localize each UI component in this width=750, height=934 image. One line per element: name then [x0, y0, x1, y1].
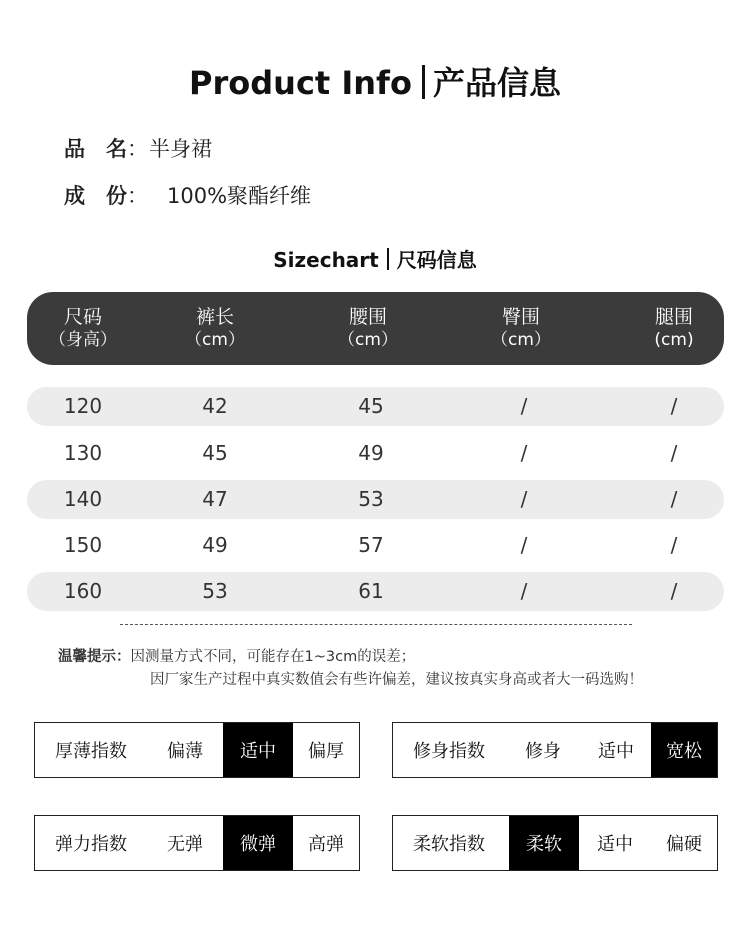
table-cell: / — [670, 487, 678, 511]
index-option-selected: 适中 — [223, 723, 293, 777]
table-cell: 120 — [63, 394, 103, 418]
table-cell: 150 — [63, 533, 103, 557]
table-cell: / — [520, 579, 528, 603]
table-row — [27, 572, 724, 611]
dashed-divider — [120, 624, 632, 625]
note-text-2: 因厂家生产过程中真实数值会有些许偏差，建议按真实身高或者大一码选购！ — [150, 672, 643, 688]
note-text-1: 因测量方式不同，可能存在1~3cm的误差； — [130, 649, 416, 665]
column-unit: (cm) — [654, 330, 694, 350]
sizechart-divider — [387, 248, 389, 270]
table-cell: 47 — [202, 487, 228, 511]
column-name: 尺码 — [63, 306, 102, 328]
index-box-thickness — [34, 722, 360, 778]
info-row-name — [64, 133, 212, 163]
column-header-size — [23, 306, 143, 352]
index-option-selected: 柔软 — [509, 816, 579, 870]
column-name: 裤长 — [195, 306, 234, 328]
index-name: 柔软指数 — [413, 834, 485, 855]
table-row — [27, 434, 724, 473]
table-cell: / — [670, 441, 678, 465]
size-table-header — [27, 292, 724, 365]
page-title — [0, 58, 750, 104]
column-unit: （cm） — [338, 330, 398, 350]
title-en: Product Info — [189, 64, 412, 102]
table-row — [27, 387, 724, 426]
note-line-2 — [150, 668, 643, 689]
table-cell: / — [520, 441, 528, 465]
column-header-waist — [308, 306, 428, 352]
sizechart-title — [0, 244, 750, 273]
table-cell: / — [520, 533, 528, 557]
index-option: 修身 — [525, 741, 561, 762]
info-value: 100%聚酯纤维 — [167, 184, 312, 208]
column-name: 臀围 — [501, 306, 540, 328]
table-cell: / — [520, 394, 528, 418]
table-cell: 130 — [63, 441, 103, 465]
table-cell: / — [670, 394, 678, 418]
column-header-hip — [461, 306, 581, 352]
table-row — [27, 526, 724, 565]
index-option: 偏薄 — [167, 741, 203, 762]
table-row — [27, 480, 724, 519]
index-box-fit — [392, 722, 718, 778]
index-option: 高弹 — [308, 834, 344, 855]
table-cell: / — [670, 533, 678, 557]
column-name: 腿围 — [654, 306, 693, 328]
info-row-material — [64, 180, 311, 210]
table-cell: 61 — [358, 579, 384, 603]
note-line-1 — [58, 645, 415, 666]
column-header-thigh — [614, 306, 734, 352]
index-option: 无弹 — [167, 834, 203, 855]
index-box-elasticity — [34, 815, 360, 871]
table-cell: 53 — [202, 579, 228, 603]
index-option-selected: 宽松 — [651, 723, 717, 777]
column-unit: （身高） — [49, 330, 117, 350]
sizechart-title-cn: 尺码信息 — [396, 248, 477, 272]
table-cell: 140 — [63, 487, 103, 511]
table-cell: 53 — [358, 487, 384, 511]
column-unit: （cm） — [185, 330, 245, 350]
table-cell: / — [520, 487, 528, 511]
table-cell: / — [670, 579, 678, 603]
title-cn: 产品信息 — [432, 64, 561, 102]
title-divider — [422, 65, 425, 99]
table-cell: 160 — [63, 579, 103, 603]
table-cell: 57 — [358, 533, 384, 557]
info-colon: ： — [127, 137, 148, 161]
table-cell: 45 — [202, 441, 228, 465]
table-cell: 42 — [202, 394, 228, 418]
index-option: 偏厚 — [308, 741, 344, 762]
index-option: 适中 — [597, 834, 633, 855]
index-name: 弹力指数 — [55, 834, 127, 855]
index-option: 偏硬 — [666, 834, 702, 855]
note-label: 温馨提示： — [58, 649, 131, 665]
info-label: 成 份 — [64, 184, 127, 208]
column-unit: （cm） — [491, 330, 551, 350]
sizechart-title-en: Sizechart — [273, 248, 379, 272]
info-colon: ： — [127, 184, 148, 208]
index-option: 适中 — [598, 741, 634, 762]
index-name: 修身指数 — [413, 741, 485, 762]
index-option-selected: 微弹 — [223, 816, 293, 870]
index-box-softness — [392, 815, 718, 871]
table-cell: 49 — [358, 441, 384, 465]
column-name: 腰围 — [348, 306, 387, 328]
index-name: 厚薄指数 — [55, 741, 127, 762]
table-cell: 45 — [358, 394, 384, 418]
column-header-length — [155, 306, 275, 352]
info-value: 半身裙 — [149, 137, 212, 161]
table-cell: 49 — [202, 533, 228, 557]
info-label: 品 名 — [64, 137, 127, 161]
